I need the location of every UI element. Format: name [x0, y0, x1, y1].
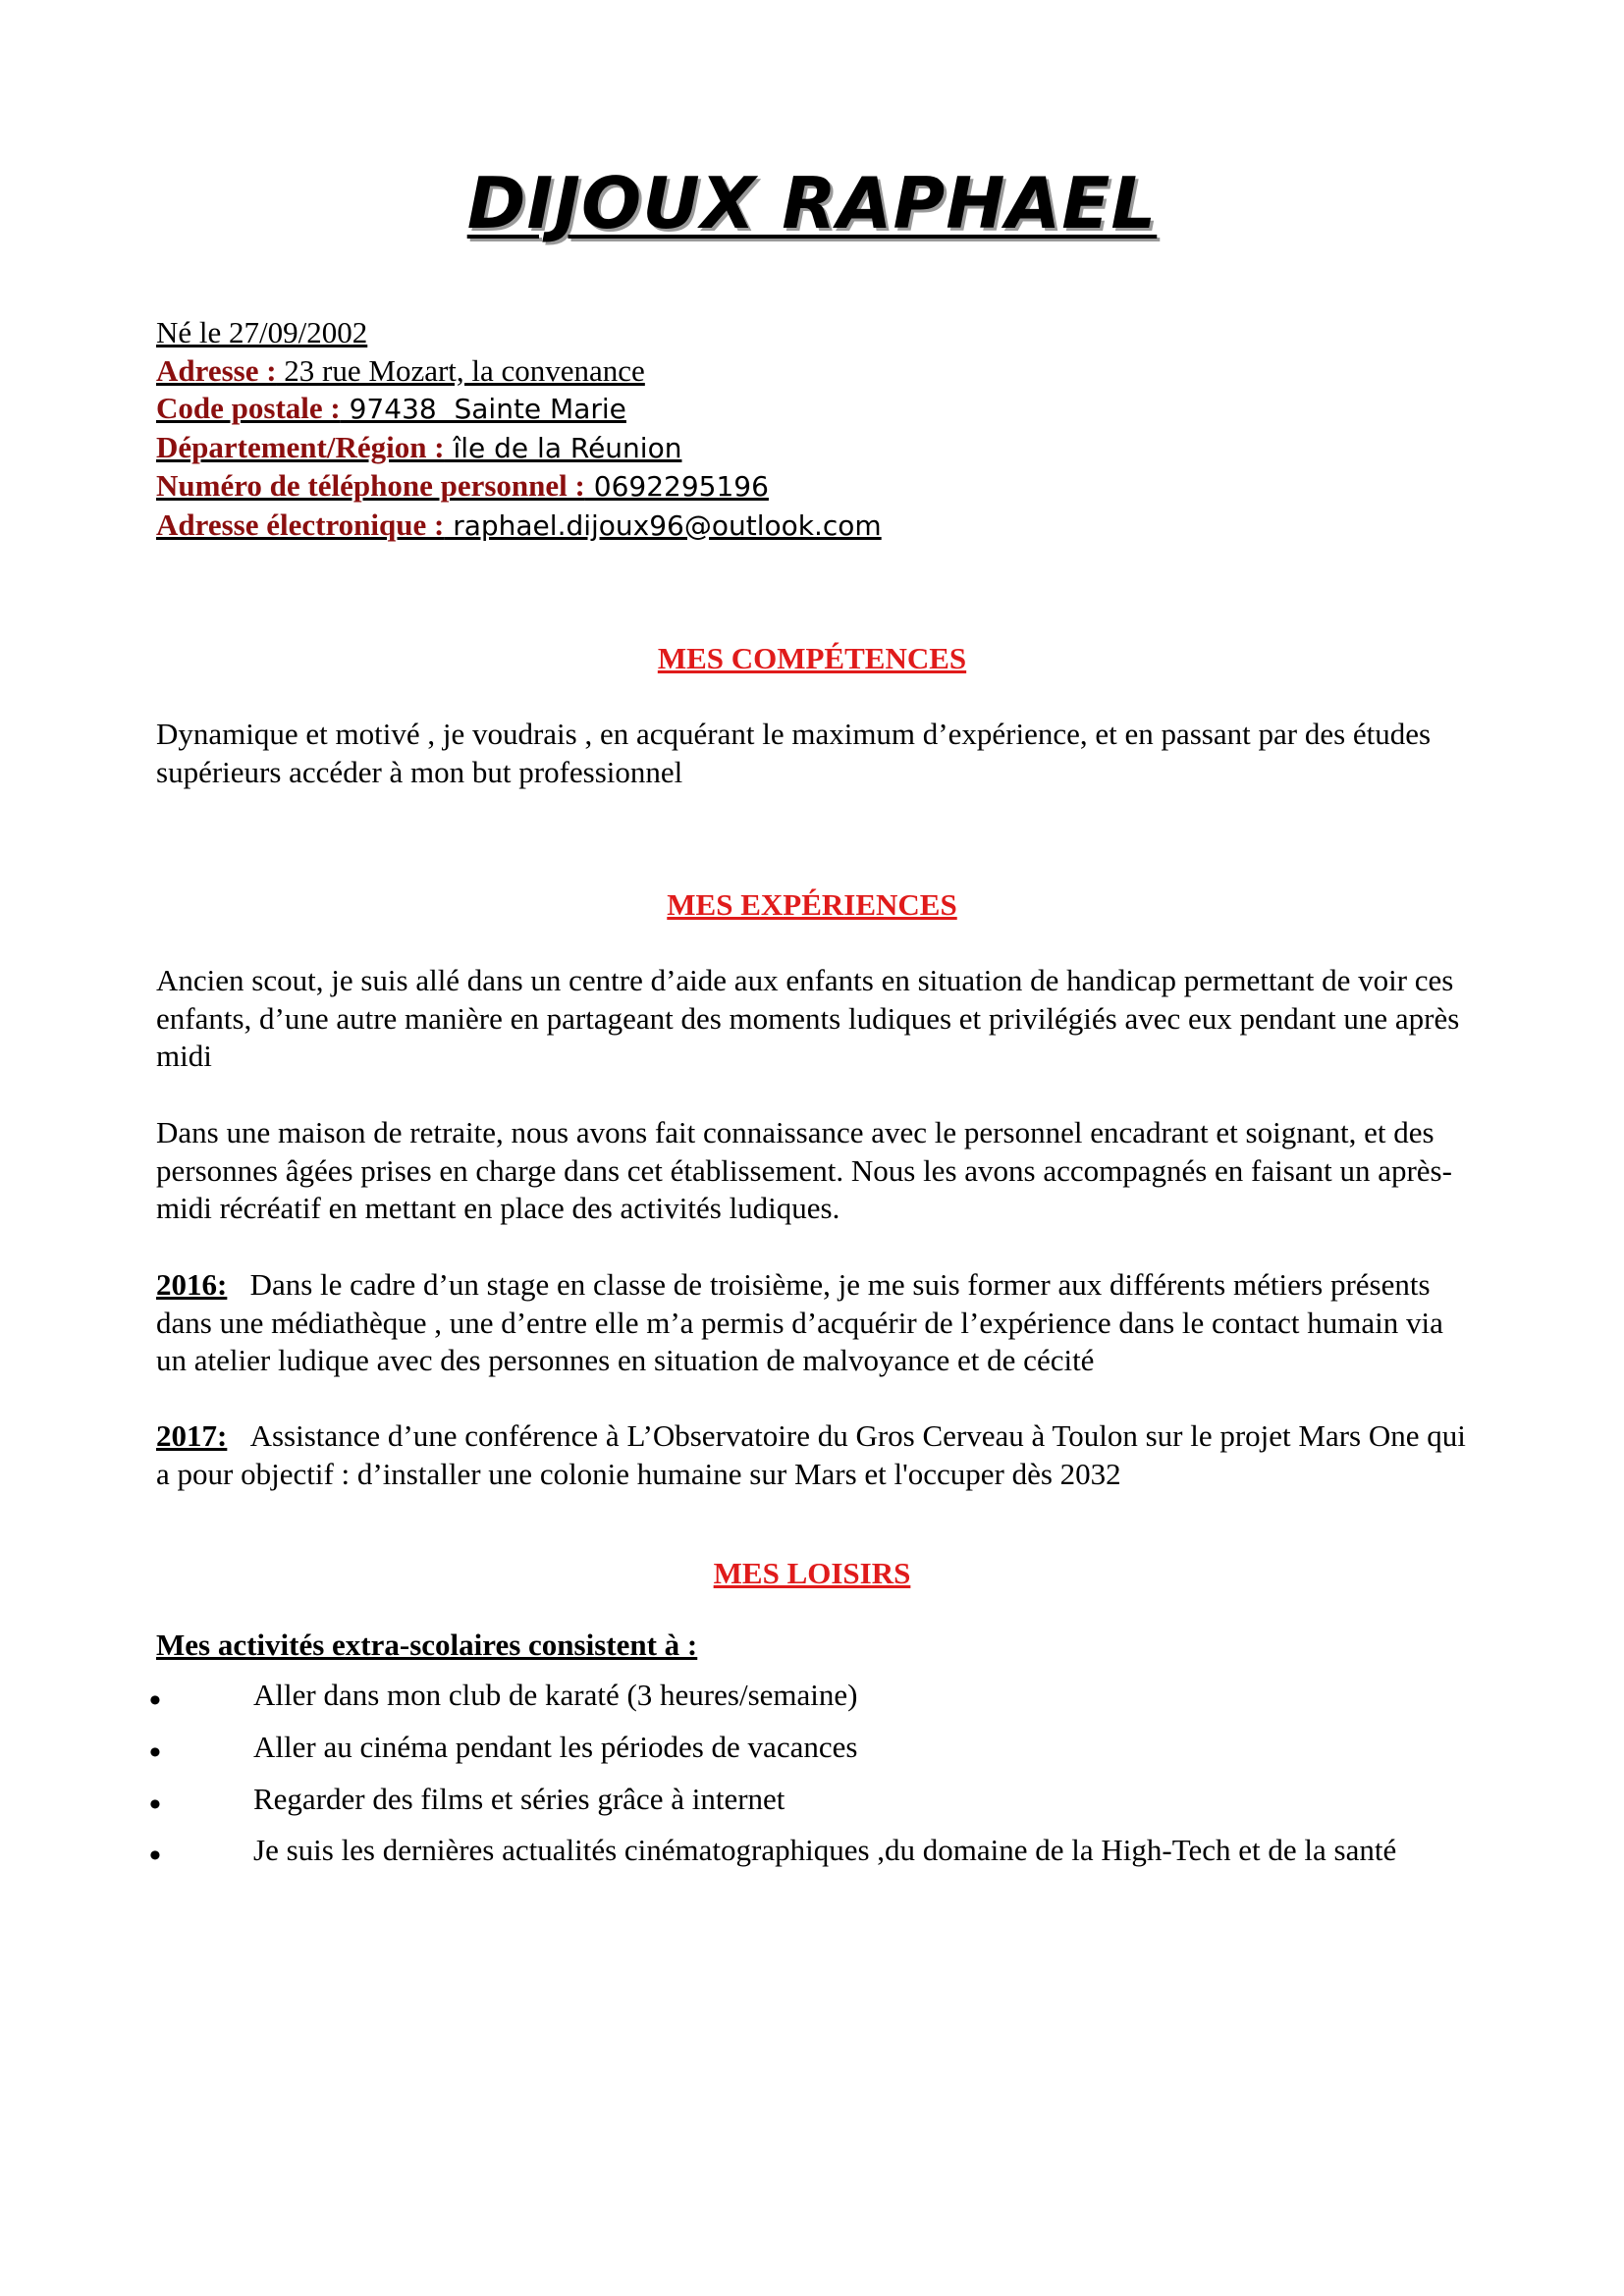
experience-retraite: Dans une maison de retraite, nous avons fait connaissance avec le personnel encadrant et soignant, et des personnes âgées prises en charge dans cet établissement. Nous les avons accompagnés en faisant un après-midi récréatif en mettant en place des activités ludiques.: [156, 1115, 1452, 1225]
list-item-text: Aller au cinéma pendant les périodes de vacances: [253, 1730, 858, 1764]
experiences-heading: MES EXPÉRIENCES: [667, 887, 957, 922]
competences-text: Dynamique et motivé , je voudrais , en acquérant le maximum d’expérience, et en passant par des études supérieurs accéder à mon but professionnel: [156, 717, 1432, 789]
competences-heading: MES COMPÉTENCES: [657, 641, 967, 675]
phone-value: 0692295196: [584, 470, 769, 503]
postal-value: 97438 Sainte Marie: [340, 393, 626, 425]
region-value: île de la Réunion: [444, 431, 682, 464]
list-item-text: Regarder des films et séries grâce à internet: [253, 1782, 785, 1816]
email-row: [156, 507, 882, 546]
bullet-icon: •: [149, 1838, 161, 1874]
region-label: Département/Région :: [156, 429, 445, 464]
address-label: Adresse :: [156, 352, 277, 388]
year-2016: 2016:: [156, 1267, 228, 1302]
cv-title: DIJOUX RAPHAEL: [466, 162, 1158, 244]
bullet-icon: •: [149, 1682, 161, 1719]
experience-scout: Ancien scout, je suis allé dans un centre d’aide aux enfants en situation de handicap permettant de voir ces enfants, d’une autre manière en partageant des moments ludiques et privilégiés avec eux pendant une après midi: [156, 963, 1460, 1073]
experience-2016-text: Dans le cadre d’un stage en classe de troisième, je me suis former aux différents métiers présents dans une médiathèque , une d’entre elle m’a permis d’acquérir de l’expérience dans le contact humain via un atelier ludique avec des personnes en situation de malvoyance et de cécité: [156, 1267, 1443, 1377]
personal-info: [156, 314, 882, 545]
bullet-icon: •: [149, 1735, 161, 1771]
year-2017: 2017:: [156, 1418, 228, 1453]
loisirs-heading: MES LOISIRS: [713, 1556, 911, 1590]
region-row: [156, 429, 882, 468]
phone-label: Numéro de téléphone personnel :: [156, 468, 585, 503]
experience-2017: [156, 1417, 1472, 1493]
address-value: 23 rue Mozart, la convenance: [276, 352, 645, 388]
birth-date: Né le 27/09/2002: [156, 315, 368, 349]
bullet-icon: •: [149, 1787, 161, 1823]
phone-row: [156, 467, 882, 507]
loisirs-intro: Mes activités extra-scolaires consistent à :: [156, 1628, 698, 1662]
experience-2017-text: Assistance d’une conférence à L’Observatoire du Gros Cerveau à Toulon sur le projet Mars One qui a pour objectif : d’installer une colonie humaine sur Mars et l'occuper dès 2032: [156, 1418, 1466, 1491]
postal-label: Code postale :: [156, 391, 341, 425]
email-value: raphael.dijoux96@outlook.com: [444, 508, 882, 542]
list-item-text: Aller dans mon club de karaté (3 heures/semaine): [253, 1678, 858, 1712]
email-label: Adresse électronique :: [156, 507, 445, 542]
list-item-text: Je suis les dernières actualités cinématographiques ,du domaine de la High-Tech et de la santé: [253, 1833, 1397, 1867]
address-row: [156, 352, 882, 391]
experience-2016: [156, 1266, 1472, 1380]
postal-row: [156, 390, 882, 429]
